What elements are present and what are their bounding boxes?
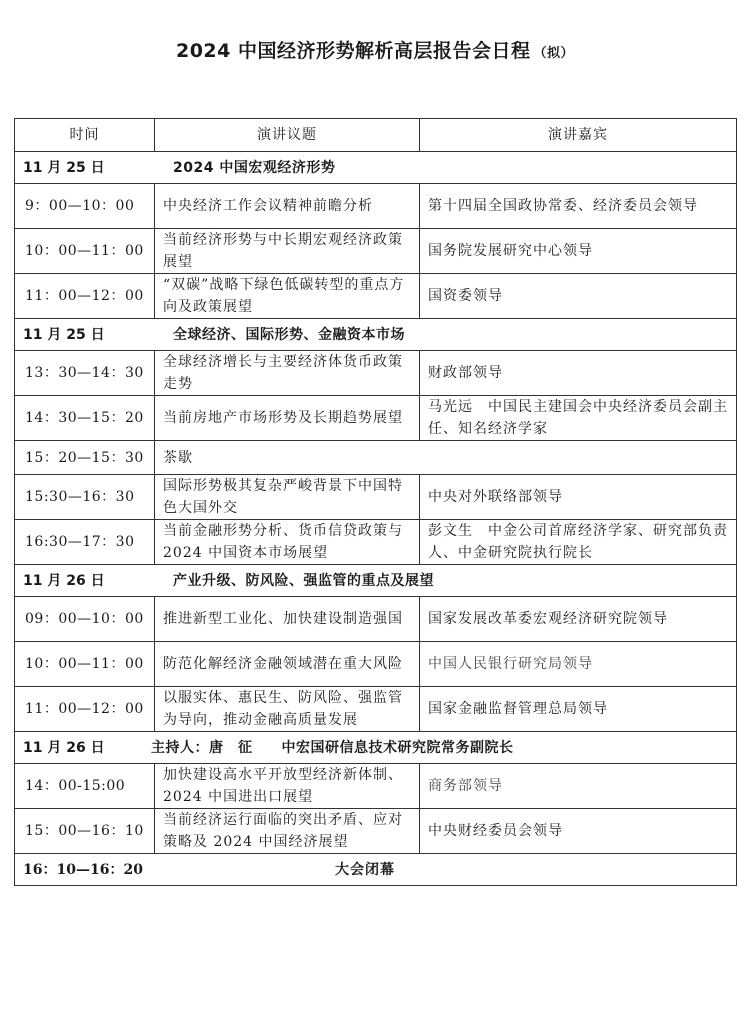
section-date: 11 月 26 日 <box>23 572 105 589</box>
section-title: 产业升级、防风险、强监管的重点及展望 <box>173 572 434 589</box>
time-cell: 14：00-15:00 <box>15 764 155 809</box>
topic-cell: 以服实体、惠民生、防风险、强监管为导向，推动金融高质量发展 <box>155 687 420 732</box>
speaker-cell: 国务院发展研究中心领导 <box>420 229 737 274</box>
header-topic: 演讲议题 <box>155 119 420 152</box>
table-row <box>15 351 737 396</box>
topic-cell: 防范化解经济金融领域潜在重大风险 <box>155 642 420 687</box>
table-row <box>15 396 737 441</box>
header-speaker: 演讲嘉宾 <box>420 119 737 152</box>
speaker-cell: 彭文生 中金公司首席经济学家、研究部负责人、中金研究院执行院长 <box>420 520 737 565</box>
section-date: 11 月 26 日 <box>23 739 105 756</box>
section-header-row <box>15 565 737 597</box>
topic-cell: 当前房地产市场形势及长期趋势展望 <box>155 396 420 441</box>
speaker-cell: 中国人民银行研究局领导 <box>420 642 737 687</box>
speaker-cell: 中央对外联络部领导 <box>420 475 737 520</box>
topic-cell: “双碳”战略下绿色低碳转型的重点方向及政策展望 <box>155 274 420 319</box>
time-cell: 10：00—11：00 <box>15 642 155 687</box>
table-row <box>15 520 737 565</box>
table-row <box>15 764 737 809</box>
speaker-cell: 中央财经委员会领导 <box>420 809 737 854</box>
schedule-table <box>14 118 737 886</box>
topic-cell: 加快建设高水平开放型经济新体制、2024 中国进出口展望 <box>155 764 420 809</box>
table-row <box>15 184 737 229</box>
time-cell: 16:30—17：30 <box>15 520 155 565</box>
closing-row <box>15 854 737 886</box>
section-header-row <box>15 732 737 764</box>
time-cell: 15：00—16：10 <box>15 809 155 854</box>
topic-cell: 国际形势极其复杂严峻背景下中国特色大国外交 <box>155 475 420 520</box>
speaker-cell: 财政部领导 <box>420 351 737 396</box>
title-text: 2024 中国经济形势解析高层报告会日程 <box>175 40 531 62</box>
table-row <box>15 809 737 854</box>
time-cell: 13：30—14：30 <box>15 351 155 396</box>
time-cell: 10：00—11：00 <box>15 229 155 274</box>
table-row <box>15 687 737 732</box>
section-host: 主持人：唐 征 中宏国研信息技术研究院常务副院长 <box>151 739 514 756</box>
page-title <box>0 36 750 63</box>
table-row <box>15 597 737 642</box>
section-title: 2024 中国宏观经济形势 <box>173 159 336 176</box>
table-row <box>15 441 737 475</box>
section-header-row <box>15 152 737 184</box>
topic-cell: 中央经济工作会议精神前瞻分析 <box>155 184 420 229</box>
topic-cell: 茶歇 <box>155 441 737 475</box>
topic-cell: 当前经济形势与中长期宏观经济政策展望 <box>155 229 420 274</box>
time-cell: 15:30—16：30 <box>15 475 155 520</box>
speaker-cell: 第十四届全国政协常委、经济委员会领导 <box>420 184 737 229</box>
section-title: 全球经济、国际形势、金融资本市场 <box>173 326 405 343</box>
table-row <box>15 229 737 274</box>
time-cell: 9：00—10：00 <box>15 184 155 229</box>
table-header-row <box>15 119 737 152</box>
table-row <box>15 274 737 319</box>
header-time: 时间 <box>15 119 155 152</box>
speaker-cell: 国资委领导 <box>420 274 737 319</box>
closing-time: 16：10—16：20 <box>23 861 143 878</box>
topic-cell: 当前经济运行面临的突出矛盾、应对策略及 2024 中国经济展望 <box>155 809 420 854</box>
time-cell: 11：00—12：00 <box>15 687 155 732</box>
section-date: 11 月 25 日 <box>23 326 105 343</box>
topic-cell: 当前金融形势分析、货币信贷政策与 2024 中国资本市场展望 <box>155 520 420 565</box>
closing-title: 大会闭幕 <box>335 861 395 878</box>
time-cell: 09：00—10：00 <box>15 597 155 642</box>
speaker-cell: 马光远 中国民主建国会中央经济委员会副主任、知名经济学家 <box>420 396 737 441</box>
speaker-cell: 国家发展改革委宏观经济研究院领导 <box>420 597 737 642</box>
topic-cell: 推进新型工业化、加快建设制造强国 <box>155 597 420 642</box>
time-cell: 15：20—15：30 <box>15 441 155 475</box>
speaker-cell: 商务部领导 <box>420 764 737 809</box>
speaker-cell: 国家金融监督管理总局领导 <box>420 687 737 732</box>
section-date: 11 月 25 日 <box>23 159 105 176</box>
table-row <box>15 475 737 520</box>
table-row <box>15 642 737 687</box>
title-suffix: （拟） <box>533 46 574 61</box>
time-cell: 11：00—12：00 <box>15 274 155 319</box>
section-header-row <box>15 319 737 351</box>
topic-cell: 全球经济增长与主要经济体货币政策走势 <box>155 351 420 396</box>
time-cell: 14：30—15：20 <box>15 396 155 441</box>
